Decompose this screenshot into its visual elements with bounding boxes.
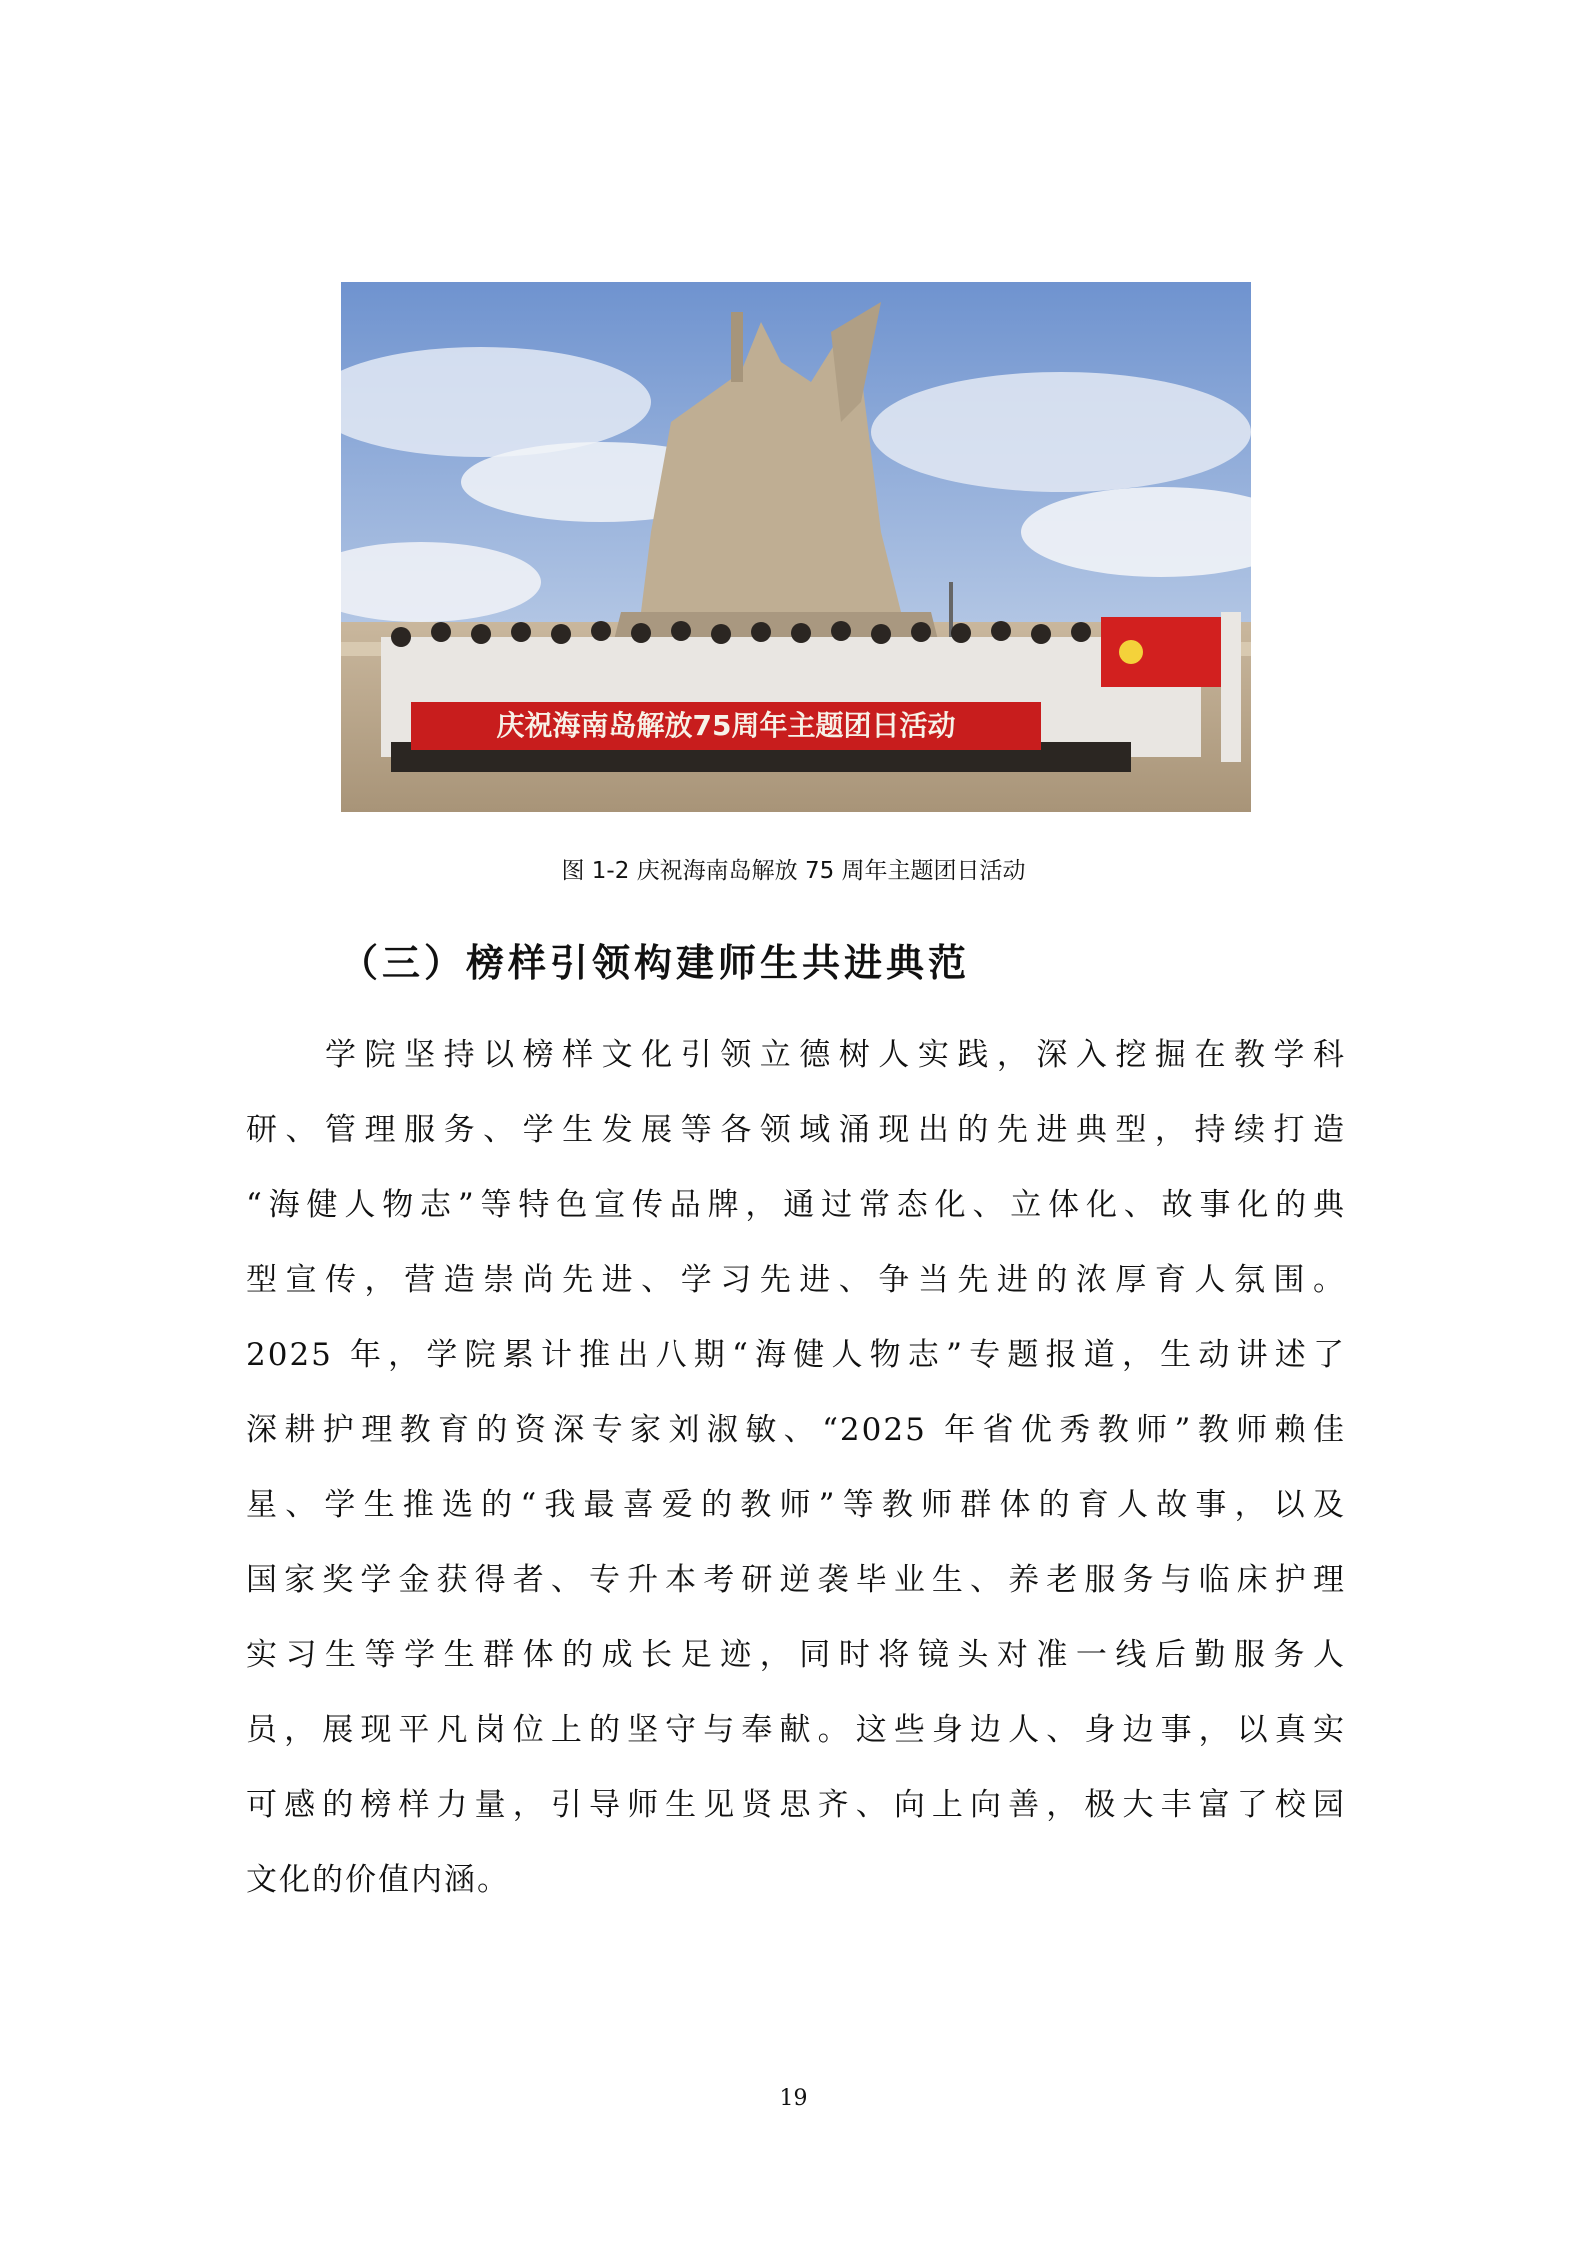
paragraph-line: 学院坚持以榜样文化引领立德树人实践，深入挖掘在教学科 [246,1037,1346,1073]
paragraph-line: 深耕护理教育的资深专家刘淑敏、“2025 年省优秀教师”教师赖佳 [246,1412,1346,1448]
paragraph-line: 2025 年，学院累计推出八期“海健人物志”专题报道，生动讲述了 [246,1337,1346,1373]
body-paragraph [246,1018,1346,1918]
paragraph-line: “海健人物志”等特色宣传品牌，通过常态化、立体化、故事化的典 [246,1187,1346,1223]
paragraph-line: 研、管理服务、学生发展等各领域涌现出的先进典型，持续打造 [246,1112,1346,1148]
paragraph-line: 文化的价值内涵。 [246,1862,510,1898]
paragraph-line: 员，展现平凡岗位上的坚守与奉献。这些身边人、身边事，以真实 [246,1712,1346,1748]
group-photo [341,282,1251,812]
banner-text: 庆祝海南岛解放75周年主题团日活动 [496,709,956,742]
paragraph-line: 星、学生推选的“我最喜爱的教师”等教师群体的育人故事，以及 [246,1487,1346,1523]
figure-caption: 图 1-2 庆祝海南岛解放 75 周年主题团日活动 [561,858,1026,884]
page-number: 19 [779,2086,808,2111]
section-heading: （三）榜样引领构建师生共进典范 [340,941,971,985]
paragraph-line: 国家奖学金获得者、专升本考研逆袭毕业生、养老服务与临床护理 [246,1562,1346,1598]
paragraph-line: 实习生等学生群体的成长足迹，同时将镜头对准一线后勤服务人 [246,1637,1346,1673]
paragraph-line: 型宣传，营造崇尚先进、学习先进、争当先进的浓厚育人氛围。 [246,1262,1346,1298]
paragraph-line: 可感的榜样力量，引导师生见贤思齐、向上向善，极大丰富了校园 [246,1787,1346,1823]
photo-illustration [341,282,1251,812]
